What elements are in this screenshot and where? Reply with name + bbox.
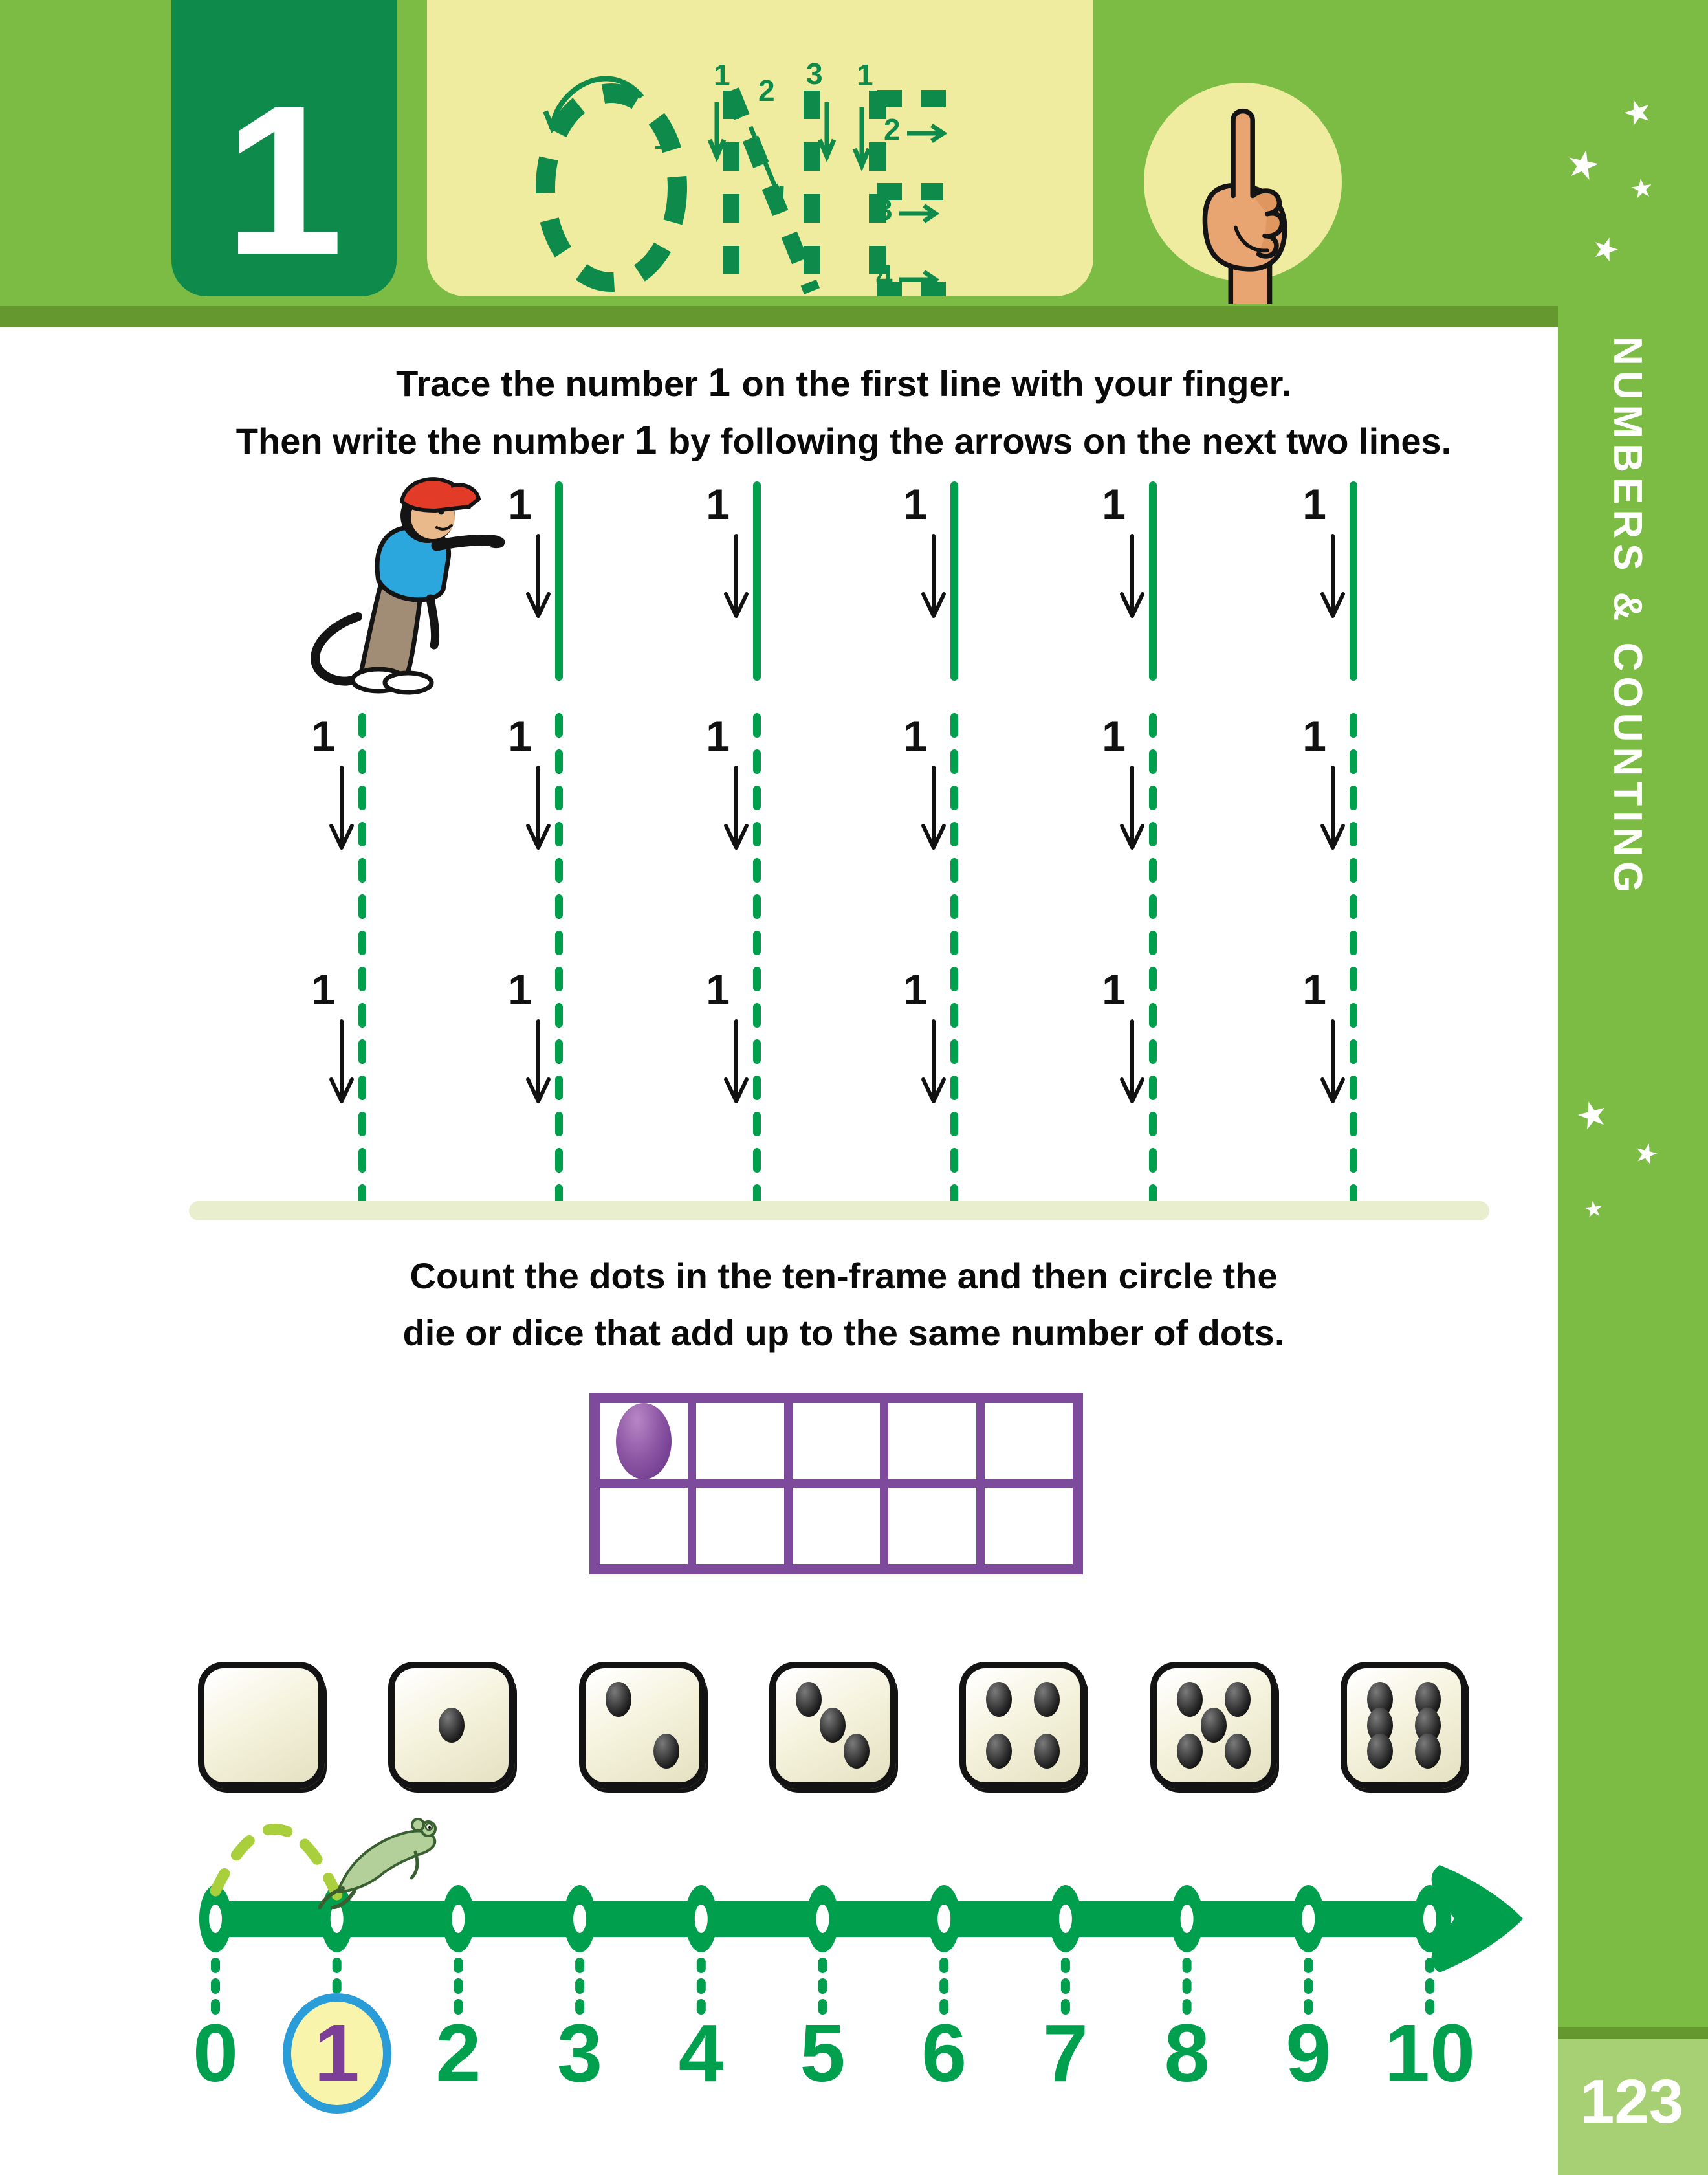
ten-frame-cell (985, 1403, 1073, 1479)
trace-start-label: 1 (1302, 480, 1326, 528)
frog-illustration (318, 1812, 454, 1909)
page-number: 123 (1580, 2067, 1684, 2136)
trace-start-label: 1 (508, 712, 532, 760)
ten-frame-cell (793, 1488, 881, 1564)
number-line-label-7: 7 (1042, 2007, 1088, 2099)
die-pip (1225, 1682, 1251, 1717)
trace-start-label: 1 (508, 480, 532, 528)
instruction-line: die or dice that add up to the same number of dots. (402, 1312, 1285, 1353)
down-arrow-icon (528, 767, 549, 848)
number-line-label-9: 9 (1286, 2007, 1331, 2099)
down-arrow-icon (1322, 1021, 1343, 1101)
star-icon: ★ (1587, 228, 1625, 270)
header-accent-stripe (0, 306, 1558, 327)
star-icon: ★ (1582, 1196, 1605, 1223)
trace-word-box (427, 0, 1093, 296)
die-pip (606, 1682, 631, 1717)
ten-frame-cell (888, 1488, 976, 1564)
trace-start-label: 1 (1302, 712, 1326, 760)
ten-frame-cell (696, 1403, 784, 1479)
trace-line-dashed[interactable] (1049, 966, 1247, 1208)
die-pip (1034, 1734, 1060, 1769)
down-arrow-icon (1122, 536, 1143, 616)
die-pip (653, 1734, 679, 1769)
number-line-label-1: 1 (314, 2007, 360, 2099)
die-0[interactable] (198, 1662, 325, 1789)
trace-word-one[interactable] (427, 0, 1093, 296)
ten-frame (589, 1393, 1083, 1574)
star-icon: ★ (1571, 1090, 1614, 1139)
number-line-label-10: 10 (1384, 2007, 1476, 2099)
trace-line-dashed[interactable] (455, 712, 653, 968)
trace-start-label: 1 (1102, 966, 1126, 1013)
trace-start-label: 1 (1102, 712, 1126, 760)
ten-frame-cell (793, 1403, 881, 1479)
ten-frame-cell (600, 1488, 688, 1564)
die-pip (1225, 1734, 1251, 1769)
die-4[interactable] (959, 1662, 1086, 1789)
down-arrow-icon (923, 1021, 944, 1101)
trace-start-label: 1 (903, 712, 927, 760)
trace-start-label: 1 (903, 966, 927, 1013)
activity2-instructions (129, 1248, 1558, 1362)
ten-frame-cell (888, 1403, 976, 1479)
hand-one-icon (1176, 97, 1312, 304)
star-icon: ★ (1630, 1136, 1662, 1171)
trace-line-dashed[interactable] (851, 712, 1049, 968)
sidebar-footer (1558, 2039, 1708, 2175)
die-pip (844, 1734, 870, 1769)
down-arrow-icon (923, 767, 944, 848)
down-arrow-icon (923, 536, 944, 616)
down-arrow-icon (528, 536, 549, 616)
trace-start-label: 1 (1102, 480, 1126, 528)
number-line-label-3: 3 (557, 2007, 603, 2099)
stroke-order-label: 3 (876, 193, 893, 226)
trace-start-label: 1 (903, 480, 927, 528)
star-icon: ★ (1617, 90, 1658, 135)
sidebar-title: NUMBERS & COUNTING (1605, 337, 1650, 898)
trace-letter-o[interactable] (545, 79, 677, 283)
die-1[interactable] (388, 1662, 515, 1789)
trace-line-dashed[interactable] (1250, 712, 1448, 968)
trace-start-label: 1 (311, 712, 335, 760)
trace-line-dashed[interactable] (851, 966, 1049, 1208)
stroke-order-label: 2 (884, 113, 901, 146)
die-pip (439, 1708, 465, 1743)
number-line-label-8: 8 (1164, 2007, 1210, 2099)
die-pip (986, 1734, 1012, 1769)
number-line-label-2: 2 (435, 2007, 481, 2099)
number-line-label-5: 5 (800, 2007, 846, 2099)
down-arrow-icon (528, 1021, 549, 1101)
trace-start-label: 1 (706, 480, 730, 528)
trace-start-label: 1 (311, 966, 335, 1013)
ten-frame-cell (985, 1488, 1073, 1564)
down-arrow-icon (726, 1021, 747, 1101)
die-pip (796, 1682, 822, 1717)
die-pip (1034, 1682, 1060, 1717)
instruction-line: Trace the number 1 on the first line with your finger. (396, 360, 1291, 405)
die-pip (1177, 1682, 1203, 1717)
trace-line-solid[interactable] (455, 480, 653, 682)
die-pip (986, 1682, 1012, 1717)
down-arrow-icon (1322, 767, 1343, 848)
trace-line-solid[interactable] (851, 480, 1049, 682)
activity1-instructions (129, 355, 1558, 470)
trace-line-dashed[interactable] (1049, 712, 1247, 968)
trace-start-label: 1 (706, 712, 730, 760)
dice-row (198, 1662, 1467, 1789)
die-6[interactable] (1341, 1662, 1467, 1789)
ten-frame-cell (600, 1403, 688, 1479)
sidebar (1558, 0, 1708, 2175)
trace-letter-n[interactable] (710, 91, 834, 291)
stroke-order-label: 1 (653, 122, 670, 155)
trace-line-dashed[interactable] (653, 712, 851, 968)
die-pip (1367, 1734, 1393, 1769)
instruction-line: Count the dots in the ten-frame and then circle the (410, 1255, 1278, 1296)
die-pip (820, 1708, 846, 1743)
sidebar-accent-stripe (1558, 2027, 1708, 2039)
down-arrow-icon (331, 1021, 352, 1101)
number-line-label-6: 6 (921, 2007, 967, 2099)
die-3[interactable] (769, 1662, 896, 1789)
number-line-label-4: 4 (678, 2007, 724, 2099)
stroke-order-label: 3 (806, 57, 823, 91)
section-divider (189, 1201, 1489, 1220)
die-pip (1201, 1708, 1227, 1743)
trace-line-solid[interactable] (1250, 480, 1448, 682)
star-icon: ★ (1561, 140, 1605, 190)
down-arrow-icon (726, 536, 747, 616)
star-icon: ★ (1628, 173, 1656, 205)
trace-line-dashed[interactable] (455, 966, 653, 1208)
trace-line-dashed[interactable] (653, 966, 851, 1208)
trace-line-dashed[interactable] (259, 712, 457, 968)
lesson-number: 1 (224, 60, 344, 299)
stroke-order-label: 4 (876, 259, 893, 293)
number-line-label-0: 0 (192, 2007, 239, 2099)
down-arrow-icon (1122, 767, 1143, 848)
die-pip (1415, 1734, 1441, 1769)
ten-frame-cell (696, 1488, 784, 1564)
trace-letter-e[interactable] (855, 91, 954, 291)
trace-line-dashed[interactable] (1250, 966, 1448, 1208)
die-2[interactable] (579, 1662, 706, 1789)
trace-line-dashed[interactable] (259, 966, 457, 1208)
trace-start-label: 1 (508, 966, 532, 1013)
down-arrow-icon (1322, 536, 1343, 616)
trace-line-solid[interactable] (653, 480, 851, 682)
stroke-order-label: 1 (714, 58, 730, 92)
down-arrow-icon (331, 767, 352, 848)
trace-start-label: 1 (706, 966, 730, 1013)
instruction-line: Then write the number 1 by following the arrows on the next two lines. (235, 418, 1452, 463)
stroke-order-label: 2 (758, 74, 775, 107)
down-arrow-icon (1122, 1021, 1143, 1101)
down-arrow-icon (726, 767, 747, 848)
stroke-order-label: 1 (857, 58, 873, 92)
die-5[interactable] (1150, 1662, 1277, 1789)
die-pip (1177, 1734, 1203, 1769)
counter-dot (616, 1403, 672, 1479)
trace-line-solid[interactable] (1049, 480, 1247, 682)
trace-start-label: 1 (1302, 966, 1326, 1013)
lesson-number-badge (171, 0, 397, 299)
